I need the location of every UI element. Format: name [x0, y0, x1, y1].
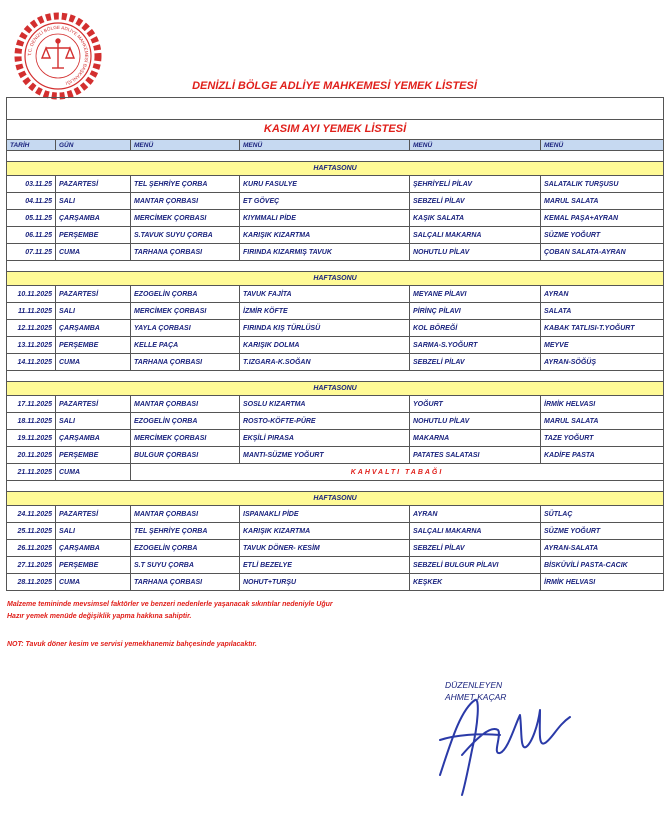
menu-cell-soup: EZOGELİN ÇORBA	[131, 540, 240, 557]
day-cell: SALI	[56, 193, 131, 210]
day-cell: PERŞEMBE	[56, 447, 131, 464]
menu-cell-main: KARIŞIK KIZARTMA	[240, 523, 410, 540]
menu-cell-side: SALÇALI MAKARNA	[410, 523, 541, 540]
column-header-menu-1: MENÜ	[131, 140, 240, 151]
table-row	[7, 447, 664, 464]
menu-cell-main: NOHUT+TURŞU	[240, 574, 410, 591]
day-cell: CUMA	[56, 464, 131, 481]
table-row	[7, 320, 664, 337]
menu-table	[6, 97, 664, 591]
date-cell: 03.11.25	[7, 176, 56, 193]
menu-cell-soup: MANTAR ÇORBASI	[131, 396, 240, 413]
menu-cell-soup: TEL ŞEHRİYE ÇORBA	[131, 176, 240, 193]
day-cell: ÇARŞAMBA	[56, 210, 131, 227]
weekend-row	[7, 492, 664, 506]
day-cell: ÇARŞAMBA	[56, 320, 131, 337]
menu-cell-side: YOĞURT	[410, 396, 541, 413]
blank-row	[7, 98, 664, 120]
menu-cell-main: T.IZGARA-K.SOĞAN	[240, 354, 410, 371]
day-cell: SALI	[56, 523, 131, 540]
menu-cell-main: KIYMMALI PİDE	[240, 210, 410, 227]
date-cell: 21.11.2025	[7, 464, 56, 481]
menu-cell-side: ŞEHRİYELİ PİLAV	[410, 176, 541, 193]
table-row	[7, 506, 664, 523]
menu-cell-main: ROSTO-KÖFTE-PÜRE	[240, 413, 410, 430]
supply-note: Malzeme temininde mevsimsel faktörler ve benzeri nedenlerle yaşanacak sıkıntılar nedeniyle Uğur	[7, 601, 333, 608]
menu-cell-extra: AYRAN	[541, 286, 664, 303]
menu-cell-side: AYRAN	[410, 506, 541, 523]
table-row	[7, 396, 664, 413]
date-cell: 20.11.2025	[7, 447, 56, 464]
table-row	[7, 413, 664, 430]
table-row	[7, 430, 664, 447]
menu-cell-side: SARMA-S.YOĞURT	[410, 337, 541, 354]
menu-cell-extra: MEYVE	[541, 337, 664, 354]
menu-cell-soup: KELLE PAÇA	[131, 337, 240, 354]
menu-cell-extra: MARUL SALATA	[541, 413, 664, 430]
menu-cell-side: SEBZELİ PİLAV	[410, 193, 541, 210]
menu-cell-main: SOSLU KIZARTMA	[240, 396, 410, 413]
spacer-row	[7, 481, 664, 492]
menu-cell-extra: KEMAL PAŞA+AYRAN	[541, 210, 664, 227]
menu-cell-extra: İRMİK HELVASI	[541, 396, 664, 413]
day-cell: PERŞEMBE	[56, 337, 131, 354]
column-header-row	[7, 140, 664, 151]
menu-cell-soup: MERCİMEK ÇORBASI	[131, 303, 240, 320]
menu-cell-soup: BULGUR ÇORBASI	[131, 447, 240, 464]
day-cell: CUMA	[56, 354, 131, 371]
change-right-note: Hazır yemek menüde değişiklik yapma hakkına sahiptir.	[7, 613, 192, 620]
menu-cell-extra: AYRAN-SALATA	[541, 540, 664, 557]
date-cell: 26.11.2025	[7, 540, 56, 557]
menu-cell-side: NOHUTLU PİLAV	[410, 413, 541, 430]
menu-cell-extra: İRMİK HELVASI	[541, 574, 664, 591]
menu-cell-side: SEBZELİ PİLAV	[410, 540, 541, 557]
menu-cell-soup: MANTAR ÇORBASI	[131, 506, 240, 523]
table-row	[7, 557, 664, 574]
spacer-row	[7, 151, 664, 162]
weekend-row	[7, 162, 664, 176]
table-row	[7, 210, 664, 227]
menu-cell-side: SEBZELİ BULGUR PİLAVI	[410, 557, 541, 574]
menu-cell-main: KARIŞIK KIZARTMA	[240, 227, 410, 244]
date-cell: 07.11.25	[7, 244, 56, 261]
day-cell: PAZARTESİ	[56, 506, 131, 523]
menu-cell-main: EKŞİLİ PIRASA	[240, 430, 410, 447]
weekend-row	[7, 382, 664, 396]
page-title: DENİZLİ BÖLGE ADLİYE MAHKEMESİ YEMEK LİSTESİ	[192, 80, 477, 92]
menu-cell-extra: SALATALIK TURŞUSU	[541, 176, 664, 193]
day-cell: SALI	[56, 413, 131, 430]
date-cell: 17.11.2025	[7, 396, 56, 413]
menu-cell-side: PATATES SALATASI	[410, 447, 541, 464]
table-row	[7, 574, 664, 591]
menu-cell-side: NOHUTLU PİLAV	[410, 244, 541, 261]
day-cell: ÇARŞAMBA	[56, 540, 131, 557]
table-row	[7, 286, 664, 303]
menu-cell-extra: TAZE YOĞURT	[541, 430, 664, 447]
menu-cell-extra: KABAK TATLISI-T.YOĞURT	[541, 320, 664, 337]
menu-cell-extra: SÜTLAÇ	[541, 506, 664, 523]
day-cell: PAZARTESİ	[56, 176, 131, 193]
table-row	[7, 354, 664, 371]
date-cell: 18.11.2025	[7, 413, 56, 430]
day-cell: PERŞEMBE	[56, 227, 131, 244]
weekend-label: HAFTASONU	[7, 382, 664, 396]
menu-cell-side: MAKARNA	[410, 430, 541, 447]
date-cell: 04.11.25	[7, 193, 56, 210]
table-row	[7, 540, 664, 557]
menu-cell-side: MEYANE PİLAVI	[410, 286, 541, 303]
date-cell: 25.11.2025	[7, 523, 56, 540]
menu-cell-extra: BİSKÜVİLİ PASTA-CACIK	[541, 557, 664, 574]
menu-cell-extra: KADİFE PASTA	[541, 447, 664, 464]
prepared-by-label: DÜZENLEYEN	[445, 680, 503, 690]
doner-note: NOT: Tavuk döner kesim ve servisi yemekhanemiz bahçesinde yapılacaktır.	[7, 641, 257, 648]
menu-cell-extra: SÜZME YOĞURT	[541, 523, 664, 540]
weekend-label: HAFTASONU	[7, 492, 664, 506]
menu-cell-soup: MERCİMEK ÇORBASI	[131, 210, 240, 227]
breakfast-row	[7, 464, 664, 481]
table-row	[7, 244, 664, 261]
menu-cell-soup: EZOGELİN ÇORBA	[131, 286, 240, 303]
menu-cell-main: KARIŞIK DOLMA	[240, 337, 410, 354]
spacer-row	[7, 371, 664, 382]
menu-cell-main: ET GÖVEÇ	[240, 193, 410, 210]
weekend-label: HAFTASONU	[7, 162, 664, 176]
menu-cell-soup: MANTAR ÇORBASI	[131, 193, 240, 210]
day-cell: PAZARTESİ	[56, 396, 131, 413]
table-row	[7, 193, 664, 210]
day-cell: CUMA	[56, 244, 131, 261]
menu-cell-extra: SALATA	[541, 303, 664, 320]
handwritten-signature	[380, 655, 580, 805]
preparer-name: AHMET KAÇAR	[445, 692, 507, 702]
day-cell: ÇARŞAMBA	[56, 430, 131, 447]
date-cell: 28.11.2025	[7, 574, 56, 591]
spacer-row	[7, 261, 664, 272]
day-cell: CUMA	[56, 574, 131, 591]
menu-cell-soup: TEL ŞEHRİYE ÇORBA	[131, 523, 240, 540]
menu-cell-soup: S.T SUYU ÇORBA	[131, 557, 240, 574]
menu-cell-side: PİRİNÇ PİLAVI	[410, 303, 541, 320]
menu-cell-side: KEŞKEK	[410, 574, 541, 591]
date-cell: 27.11.2025	[7, 557, 56, 574]
menu-cell-extra: SÜZME YOĞURT	[541, 227, 664, 244]
date-cell: 13.11.2025	[7, 337, 56, 354]
column-header-menu-2: MENÜ	[240, 140, 410, 151]
date-cell: 24.11.2025	[7, 506, 56, 523]
table-row	[7, 303, 664, 320]
menu-cell-soup: TARHANA ÇORBASI	[131, 354, 240, 371]
date-cell: 12.11.2025	[7, 320, 56, 337]
date-cell: 19.11.2025	[7, 430, 56, 447]
menu-cell-soup: EZOGELİN ÇORBA	[131, 413, 240, 430]
month-subtitle: KASIM AYI YEMEK LİSTESİ	[7, 120, 664, 140]
day-cell: PERŞEMBE	[56, 557, 131, 574]
menu-cell-soup: MERCİMEK ÇORBASI	[131, 430, 240, 447]
menu-cell-soup: TARHANA ÇORBASI	[131, 244, 240, 261]
menu-cell-side: SEBZELİ PİLAV	[410, 354, 541, 371]
menu-cell-extra: ÇOBAN SALATA-AYRAN	[541, 244, 664, 261]
menu-cell-main: FIRINDA KIZARMIŞ TAVUK	[240, 244, 410, 261]
menu-cell-side: KAŞIK SALATA	[410, 210, 541, 227]
menu-cell-soup: TARHANA ÇORBASI	[131, 574, 240, 591]
menu-cell-side: SALÇALI MAKARNA	[410, 227, 541, 244]
menu-cell-main: TAVUK DÖNER- KESİM	[240, 540, 410, 557]
seal-text: T.C. DENİZLİ BÖLGE ADLİYE MAHKEMESİ BAŞKANLIĞI	[26, 24, 90, 86]
menu-cell-side: KOL BÖREĞİ	[410, 320, 541, 337]
menu-cell-main: ETLİ BEZELYE	[240, 557, 410, 574]
menu-cell-main: İZMİR KÖFTE	[240, 303, 410, 320]
menu-cell-main: ISPANAKLI PİDE	[240, 506, 410, 523]
day-cell: SALI	[56, 303, 131, 320]
menu-cell-main: KURU FASULYE	[240, 176, 410, 193]
table-row	[7, 337, 664, 354]
menu-cell-soup: YAYLA ÇORBASI	[131, 320, 240, 337]
menu-cell-main: TAVUK FAJİTA	[240, 286, 410, 303]
weekend-label: HAFTASONU	[7, 272, 664, 286]
menu-cell-main: FIRINDA KIŞ TÜRLÜSÜ	[240, 320, 410, 337]
date-cell: 06.11.25	[7, 227, 56, 244]
breakfast-plate-cell: KAHVALTI TABAĞI	[131, 464, 664, 481]
day-cell: PAZARTESİ	[56, 286, 131, 303]
column-header-day: GÜN	[56, 140, 131, 151]
table-row	[7, 523, 664, 540]
subtitle-row	[7, 120, 664, 140]
table-row	[7, 227, 664, 244]
date-cell: 10.11.2025	[7, 286, 56, 303]
column-header-menu-3: MENÜ	[410, 140, 541, 151]
weekend-row	[7, 272, 664, 286]
column-header-menu-4: MENÜ	[541, 140, 664, 151]
date-cell: 14.11.2025	[7, 354, 56, 371]
menu-cell-soup: S.TAVUK SUYU ÇORBA	[131, 227, 240, 244]
date-cell: 11.11.2025	[7, 303, 56, 320]
menu-cell-extra: AYRAN-SÖĞÜŞ	[541, 354, 664, 371]
menu-cell-main: MANTI-SÜZME YOĞURT	[240, 447, 410, 464]
menu-cell-extra: MARUL SALATA	[541, 193, 664, 210]
column-header-date: TARİH	[7, 140, 56, 151]
date-cell: 05.11.25	[7, 210, 56, 227]
table-row	[7, 176, 664, 193]
